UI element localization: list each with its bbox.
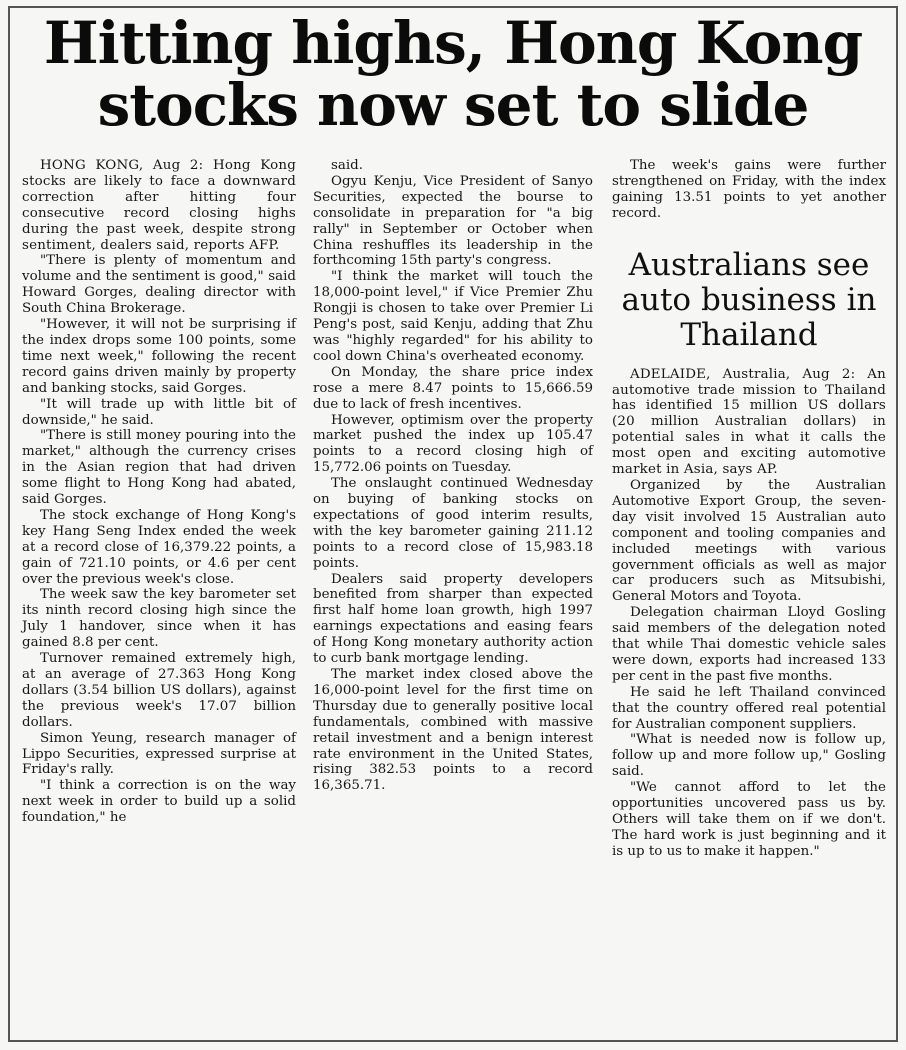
article-paragraph: The market index closed above the 16,000-point level for the first time on Thursday due to generally positive local fundamentals, combined with massive retail investment and a benign interest rate environment in the United States, rising 382.53 points to a record 16,365.71. <box>313 667 593 794</box>
article-paragraph: The stock exchange of Hong Kong's key Hang Seng Index ended the week at a record close of 16,379.22 points, a gain of 721.10 points, or 4.6 per cent over the previous week's close. <box>22 507 296 587</box>
article-paragraph: Delegation chairman Lloyd Gosling said members of the delegation noted that while Thai domestic vehicle sales were down, exports had increased 133 per cent in the past five months. <box>612 605 886 684</box>
article-paragraph: The week saw the key barometer set its ninth record closing high since the July 1 handover, since when it has gained 8.8 per cent. <box>22 587 296 651</box>
headline-line-1: Hitting highs, Hong Kong <box>43 9 863 77</box>
secondary-headline: Australians see auto business in Thailand <box>621 246 877 353</box>
article-paragraph: The week's gains were further strengthened on Friday, with the index gaining 13.51 points to yet another record. <box>612 158 886 221</box>
article-paragraph: HONG KONG, Aug 2: Hong Kong stocks are likely to face a downward correction after hitting four consecutive record closing highs during the past week, despite strong sentiment, dealers said, reports AFP. <box>22 158 296 253</box>
article-paragraph: The onslaught continued Wednesday on buying of banking stocks on expectations of good interim results, with the key barometer gaining 211.12 points to a record close of 15,983.18 points. <box>313 476 593 571</box>
article-column-2 <box>313 158 593 794</box>
article-paragraph: said. <box>331 158 363 173</box>
article-paragraph: "It will trade up with little bit of downside," he said. <box>22 396 296 428</box>
article-paragraph: "There is still money pouring into the market," although the currency crises in the Asian region that had driven some flight to Hong Kong had abated, said Gorges. <box>22 428 296 508</box>
article-column-1 <box>22 158 296 826</box>
article-paragraph: "What is needed now is follow up, follow up and more follow up," Gosling said. <box>612 732 886 780</box>
article-paragraph: ADELAIDE, Australia, Aug 2: An automotive trade mission to Thailand has identified 15 million US dollars (20 million Australian dollars) in potential sales in what it calls the most open and exciting automotive market in Asia, says AP. <box>612 366 886 478</box>
article-paragraph: "We cannot afford to let the opportunities uncovered pass us by. Others will take them on if we don't. The hard work is just beginning and it is up to us to make it happen." <box>612 780 886 859</box>
article-paragraph: "However, it will not be surprising if the index drops some 100 points, some time next week," following the recent record gains driven mainly by property and banking stocks, said Gorges. <box>22 317 296 396</box>
article-paragraph: "I think a correction is on the way next week in order to build up a solid foundation," he <box>22 778 296 826</box>
article-paragraph: He said he left Thailand convinced that the country offered real potential for Australian component suppliers. <box>612 684 886 732</box>
article-paragraph: However, optimism over the property market pushed the index up 105.47 points to a record closing high of 15,772.06 points on Tuesday. <box>313 412 593 476</box>
main-headline <box>0 9 906 139</box>
article-paragraph: Simon Yeung, research manager of Lippo Securities, expressed surprise at Friday's rally. <box>22 730 296 778</box>
article-paragraph: On Monday, the share price index rose a mere 8.47 points to 15,666.59 due to lack of fresh incentives. <box>313 364 593 412</box>
article-paragraph: Ogyu Kenju, Vice President of Sanyo Securities, expected the bourse to consolidate in preparation for "a big rally" in September or October when China reshuffles its leadership in the forthcoming 15th party's congress. <box>313 173 593 269</box>
headline-line-2: stocks now set to slide <box>97 71 809 139</box>
article-paragraph: Organized by the Australian Automotive Export Group, the seven-day visit involved 15 Australian auto component and tooling companies and included meetings with various government officials as well as major car producers such as Mitsubishi, General Motors and Toyota. <box>612 477 886 605</box>
article-paragraph: "There is plenty of momentum and volume and the sentiment is good," said Howard Gorges, dealing director with South China Brokerage. <box>22 253 296 317</box>
article-paragraph: "I think the market will touch the 18,000-point level," if Vice Premier Zhu Rongji is chosen to take over Premier Li Peng's post, said Kenju, adding that Zhu was "highly regarded" for his ability to cool down China's overheated economy. <box>313 269 593 364</box>
article-paragraph: Turnover remained extremely high, at an average of 27.363 Hong Kong dollars (3.54 billion US dollars), against the previous week's 17.07 billion dollars. <box>22 651 296 730</box>
article-paragraph: Dealers said property developers benefited from sharper than expected first half home loan growth, high 1997 earnings expectations and easing fears of Hong Kong monetary authority action to curb bank mortgage lending. <box>313 571 593 667</box>
article-column-3 <box>612 158 886 860</box>
